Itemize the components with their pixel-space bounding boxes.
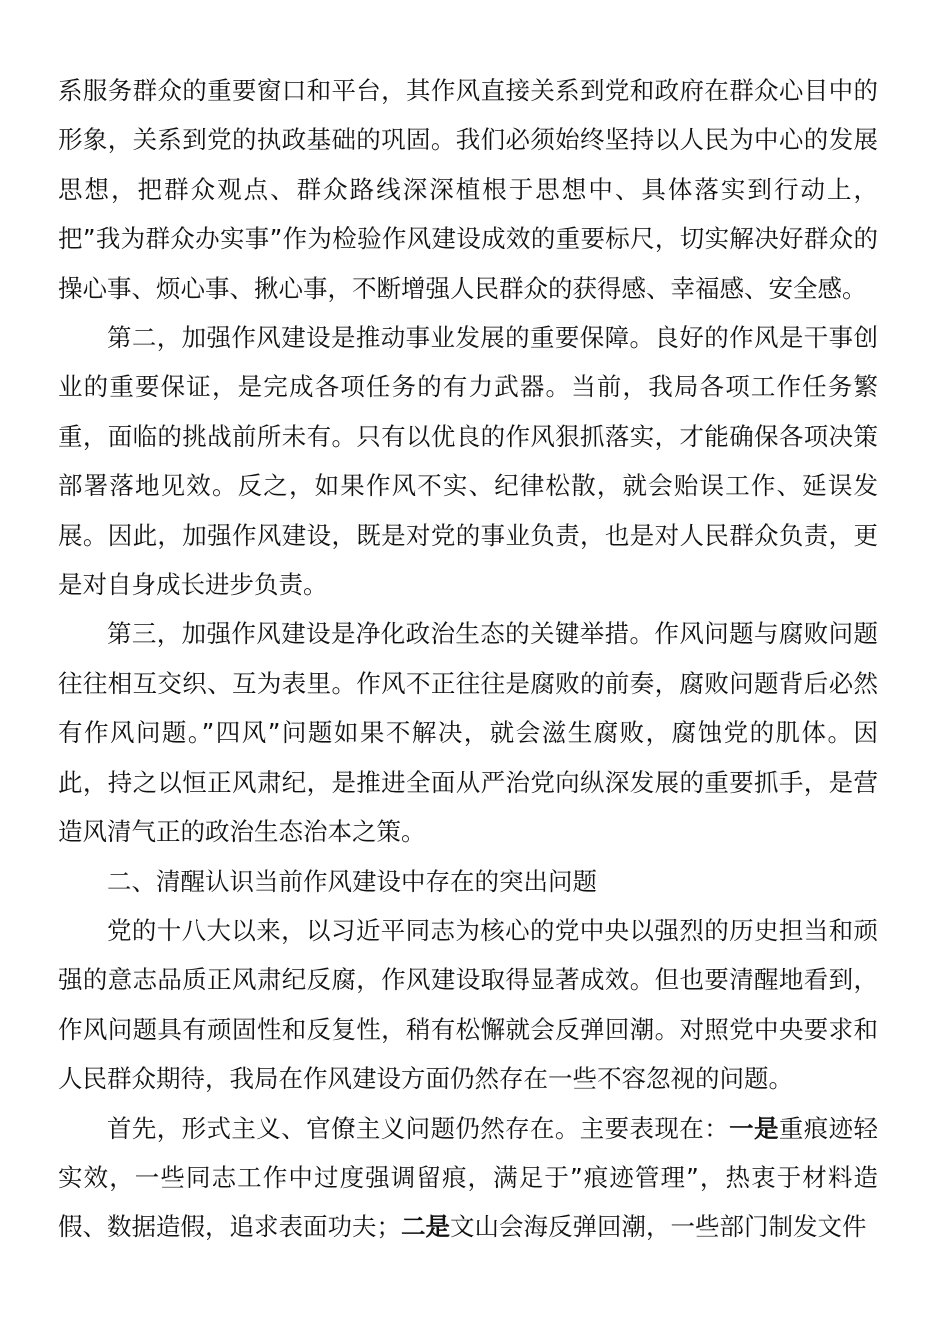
paragraph-4: 党的十八大以来，以习近平同志为核心的党中央以强烈的历史担当和顽强的意志品质正风肃纪反腐，作风建设取得显著成效。但也要清醒地看到，作风问题具有顽固性和反复性，稍有松懈就会反弹回潮。对照党中央要求和人民群众期待，我局在作风建设方面仍然存在一些不容忽视的问题。	[58, 915, 878, 1094]
paragraph-5	[58, 1104, 878, 1252]
point-1-label: 一是	[729, 1113, 779, 1143]
point-1-text: 重痕迹轻实效，一些同志工作中过度强调留痕，满足于”痕迹管理”，热衷于材料造假、数据造假，追求表面功夫；	[58, 1113, 879, 1242]
paragraph-3: 第三，加强作风建设是净化政治生态的关键举措。作风问题与腐败问题往往相互交织、互为表里。作风不正往往是腐败的前奏，腐败问题背后必然有作风问题。”四风”问题如果不解决，就会滋生腐败，腐蚀党的肌体。因此，持之以恒正风肃纪，是推进全面从严治党向纵深发展的重要抓手，是营造风清气正的政治生态治本之策。	[58, 619, 878, 847]
point-2-label: 二是	[401, 1212, 450, 1242]
document-page	[58, 66, 878, 1252]
point-2-text: 文山会海反弹回潮，一些部门制发文件	[450, 1212, 867, 1242]
section-heading: 二、清醒认识当前作风建设中存在的突出问题	[107, 866, 597, 896]
paragraph-2: 第二，加强作风建设是推动事业发展的重要保障。良好的作风是干事创业的重要保证，是完成各项任务的有力武器。当前，我局各项工作任务繁重，面临的挑战前所未有。只有以优良的作风狠抓落实，才能确保各项决策部署落地见效。反之，如果作风不实、纪律松散，就会贻误工作、延误发展。因此，加强作风建设，既是对党的事业负责，也是对人民群众负责，更是对自身成长进步负责。	[58, 323, 878, 600]
paragraph-5-intro: 首先，形式主义、官僚主义问题仍然存在。主要表现在：	[107, 1113, 730, 1143]
paragraph-1: 系服务群众的重要窗口和平台，其作风直接关系到党和政府在群众心目中的形象，关系到党的执政基础的巩固。我们必须始终坚持以人民为中心的发展思想，把群众观点、群众路线深深植根于思想中、具体落实到行动上，把”我为群众办实事”作为检验作风建设成效的重要标尺，切实解决好群众的操心事、烦心事、揪心事，不断增强人民群众的获得感、幸福感、安全感。	[58, 76, 878, 303]
